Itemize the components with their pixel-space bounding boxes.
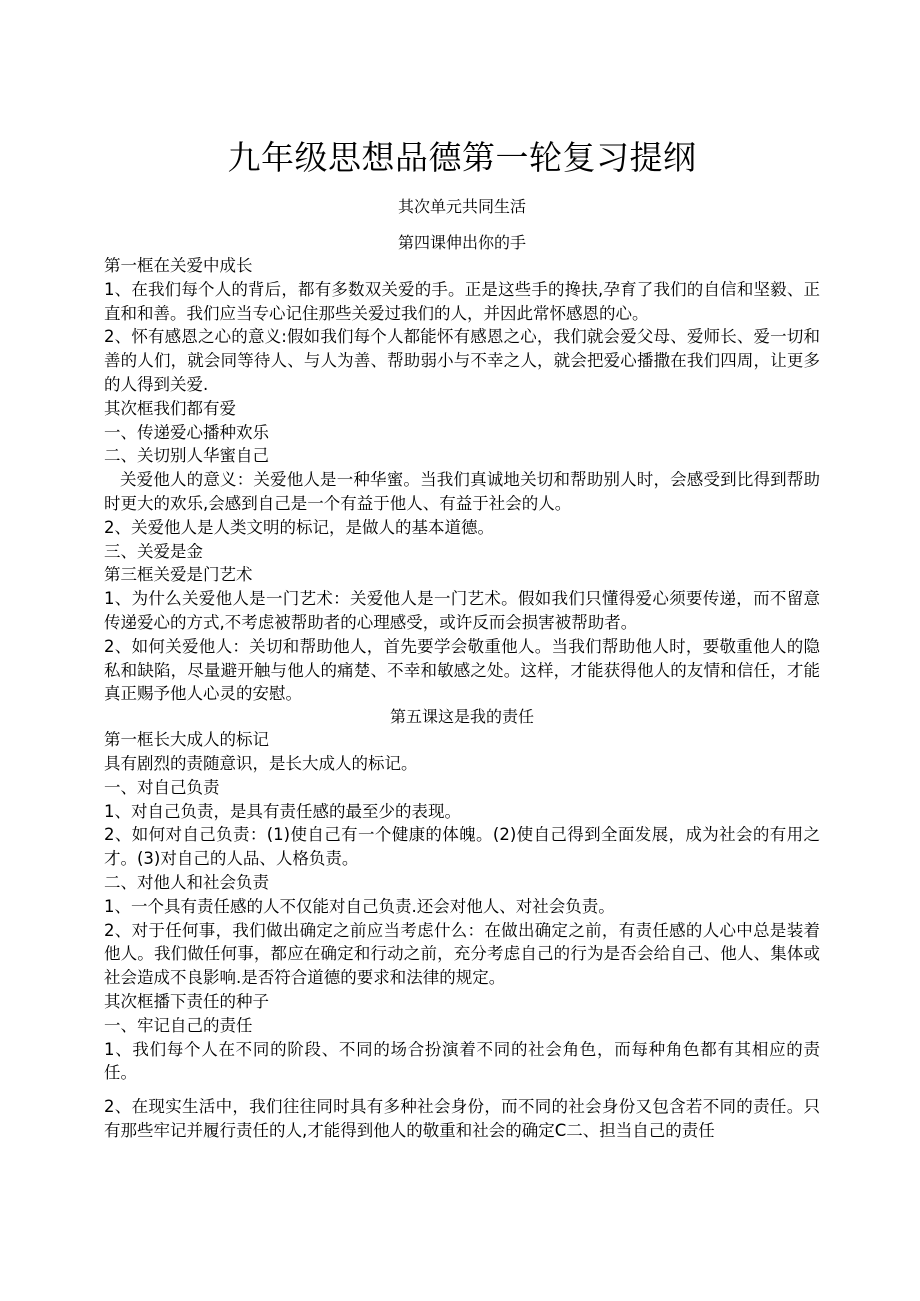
lesson5-frame2-point2: 2、在现实生活中，我们往往同时具有多种社会身份，而不同的社会身份又包含若不同的责任。只有那些牢记并履行责任的人,才能得到他人的敬重和社会的确定C二、担当自己的责任 <box>104 1097 820 1140</box>
lesson4-frame2-section1: 一、传递爱心播种欢乐 <box>104 422 269 442</box>
lesson4-frame2-point2: 2、关爱他人是人类文明的标记，是做人的基本道德。 <box>104 517 494 537</box>
lesson5-frame1-point3: 1、一个具有责任感的人不仅能对自己负责.还会对他人、对社会负责。 <box>104 896 615 916</box>
document-page <box>104 138 820 1143</box>
lesson5-frame1-intro: 具有剧烈的责随意识，是长大成人的标记。 <box>104 753 418 773</box>
document-title: 九年级思想品德第一轮复习提纲 <box>227 138 697 177</box>
lesson4-heading: 第四课伸出你的手 <box>397 233 526 252</box>
lesson4-frame2-point1: 关爱他人的意义：关爱他人是一种华蜜。当我们真诚地关切和帮助别人时，会感受到比得到帮助时更大的欢乐,会感到自己是一个有益于他人、有益于社会的人。 <box>104 470 820 513</box>
lesson5-frame2-heading: 其次框播下责任的种子 <box>104 991 269 1011</box>
lesson4-frame1-point2: 2、怀有感恩之心的意义:假如我们每个人都能怀有感恩之心，我们就会爱父母、爱师长、爱一切和善的人们，就会同等待人、与人为善、帮助弱小与不幸之人，就会把爱心播撒在我们四周，让更多的人得到关爱. <box>104 327 820 394</box>
unit-heading: 其次单元共同生活 <box>397 197 526 216</box>
lesson5-frame1-point1: 1、对自己负责，是具有责任感的最至少的表现。 <box>104 801 461 821</box>
lesson5-frame1-section1: 一、对自己负责 <box>104 777 220 797</box>
lesson5-frame2-section1: 一、牢记自己的责任 <box>104 1015 253 1035</box>
lesson5-frame1-section2: 二、对他人和社会负责 <box>104 872 269 892</box>
lesson4-frame2-heading: 其次框我们都有爱 <box>104 398 236 418</box>
lesson5-frame2-point1: 1、我们每个人在不同的阶段、不同的场合扮演着不同的社会角色，而每种角色都有其相应的责任。 <box>104 1039 820 1083</box>
lesson5-heading: 第五课这是我的责任 <box>389 707 534 727</box>
lesson5-frame1-point4: 2、对于任何事，我们做出确定之前应当考虑什么：在做出确定之前，有责任感的人心中总是装着他人。我们做任何事，都应在确定和行动之前，充分考虑自己的行为是否会给自己、他人、集体或社会造成不良影响.是否符合道德的要求和法律的规定。 <box>104 920 820 988</box>
lesson4-frame3-point2: 2、如何关爱他人：关切和帮助他人，首先要学会敬重他人。当我们帮助他人时，要敬重他人的隐私和缺陷，尽量避开触与他人的痛楚、不幸和敏感之处。这样，才能获得他人的友情和信任，才能真正赐予他人心灵的安慰。 <box>104 636 820 704</box>
lesson4-frame1-point1: 1、在我们每个人的背后，都有多数双关爱的手。正是这些手的搀扶,孕育了我们的自信和坚毅、正直和和善。我们应当专心记住那些关爱过我们的人，并因此常怀感恩的心。 <box>104 279 820 323</box>
lesson4-frame2-section3: 三、关爱是金 <box>104 541 203 561</box>
lesson4-frame3-point1: 1、为什么关爱他人是一门艺术：关爱他人是一门艺术。假如我们只懂得爱心须要传递，而不留意传递爱心的方式,不考虑被帮助者的心理感受，或许反而会损害被帮助者。 <box>104 589 820 632</box>
lesson5-frame1-point2: 2、如何对自己负责：(1)使自己有一个健康的体魄。(2)使自己得到全面发展，成为社会的有用之才。(3)对自己的人品、人格负责。 <box>104 825 820 869</box>
lesson4-frame2-section2: 二、关切别人华蜜自己 <box>104 446 269 466</box>
lesson5-frame1-heading: 第一框长大成人的标记 <box>104 730 269 750</box>
lesson4-frame3-heading: 第三框关爱是门艺术 <box>104 565 253 585</box>
lesson4-frame1-heading: 第一框在关爱中成长 <box>104 256 253 275</box>
